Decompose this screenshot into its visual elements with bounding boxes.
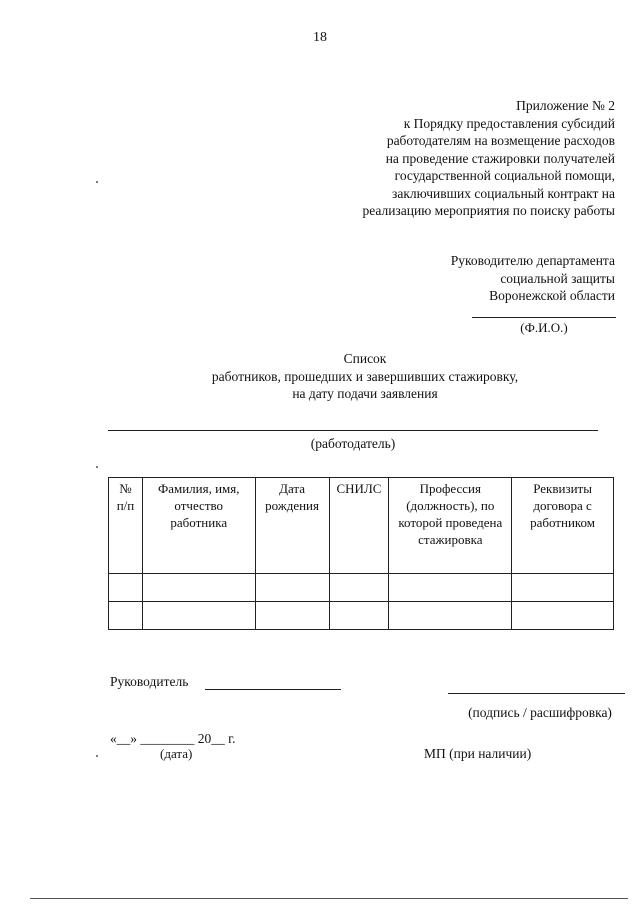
- table-cell[interactable]: [512, 602, 614, 630]
- head-signature-label: Руководитель: [110, 674, 189, 689]
- title-line: на дату подачи заявления: [292, 386, 438, 401]
- table-cell[interactable]: [389, 602, 512, 630]
- table-cell[interactable]: [109, 574, 143, 602]
- table-cell[interactable]: [329, 574, 389, 602]
- appendix-line: реализацию мероприятия по поиску работы: [362, 203, 615, 218]
- table-cell[interactable]: [142, 574, 255, 602]
- date-caption: (дата): [160, 746, 193, 761]
- appendix-line: работодателям на возмещение расходов: [386, 133, 615, 148]
- column-header-contract: Реквизиты договора с работником: [512, 478, 614, 574]
- fio-blank-line: [472, 317, 616, 318]
- page-number: 18: [313, 30, 327, 45]
- table-cell[interactable]: [255, 602, 329, 630]
- table-cell[interactable]: [109, 602, 143, 630]
- appendix-line: заключивших социальный контракт на: [392, 185, 615, 201]
- table-cell[interactable]: [329, 602, 389, 630]
- fio-caption: (Ф.И.О.): [520, 320, 568, 335]
- recipient-block: [451, 252, 615, 305]
- signature-blank-line: [448, 693, 625, 694]
- table-cell[interactable]: [389, 574, 512, 602]
- column-header-name: Фамилия, имя, отчество работника: [142, 478, 255, 574]
- workers-table: [108, 477, 614, 630]
- table-cell[interactable]: [142, 602, 255, 630]
- table-row: [109, 602, 614, 630]
- column-header-snils: СНИЛС: [329, 478, 389, 574]
- date-field: «__» ________ 20__ г.: [110, 731, 236, 746]
- page-bottom-edge: [30, 898, 628, 899]
- table-cell[interactable]: [512, 574, 614, 602]
- head-signature-line: [205, 689, 341, 690]
- recipient-line: социальной защиты: [500, 270, 615, 286]
- employer-caption: (работодатель): [310, 436, 396, 451]
- table-cell[interactable]: [255, 574, 329, 602]
- column-header-birthdate: Дата рождения: [255, 478, 329, 574]
- column-header-number: № п/п: [109, 478, 143, 574]
- column-header-profession: Профессия (должность), по которой проведена стажировка: [389, 478, 512, 574]
- appendix-line: к Порядку предоставления субсидий: [403, 115, 615, 131]
- stamp-label: МП (при наличии): [424, 746, 532, 761]
- appendix-line: Приложение № 2: [516, 98, 615, 113]
- table-row: [109, 574, 614, 602]
- scan-speck: [96, 181, 98, 183]
- appendix-line: государственной социальной помощи,: [394, 168, 615, 183]
- title-heading: Список: [343, 351, 387, 366]
- table-header-row: [109, 478, 614, 574]
- title-line: работников, прошедших и завершивших стажировку,: [211, 368, 519, 384]
- signature-caption: (подпись / расшифровка): [468, 705, 612, 720]
- employer-blank-line: [108, 430, 598, 431]
- scan-speck: [96, 466, 98, 468]
- recipient-line: Воронежской области: [489, 288, 615, 303]
- document-title: [0, 350, 640, 403]
- appendix-block: [362, 97, 615, 220]
- recipient-line: Руководителю департамента: [450, 253, 615, 268]
- scan-speck: [96, 755, 98, 757]
- appendix-line: на проведение стажировки получателей: [385, 150, 615, 166]
